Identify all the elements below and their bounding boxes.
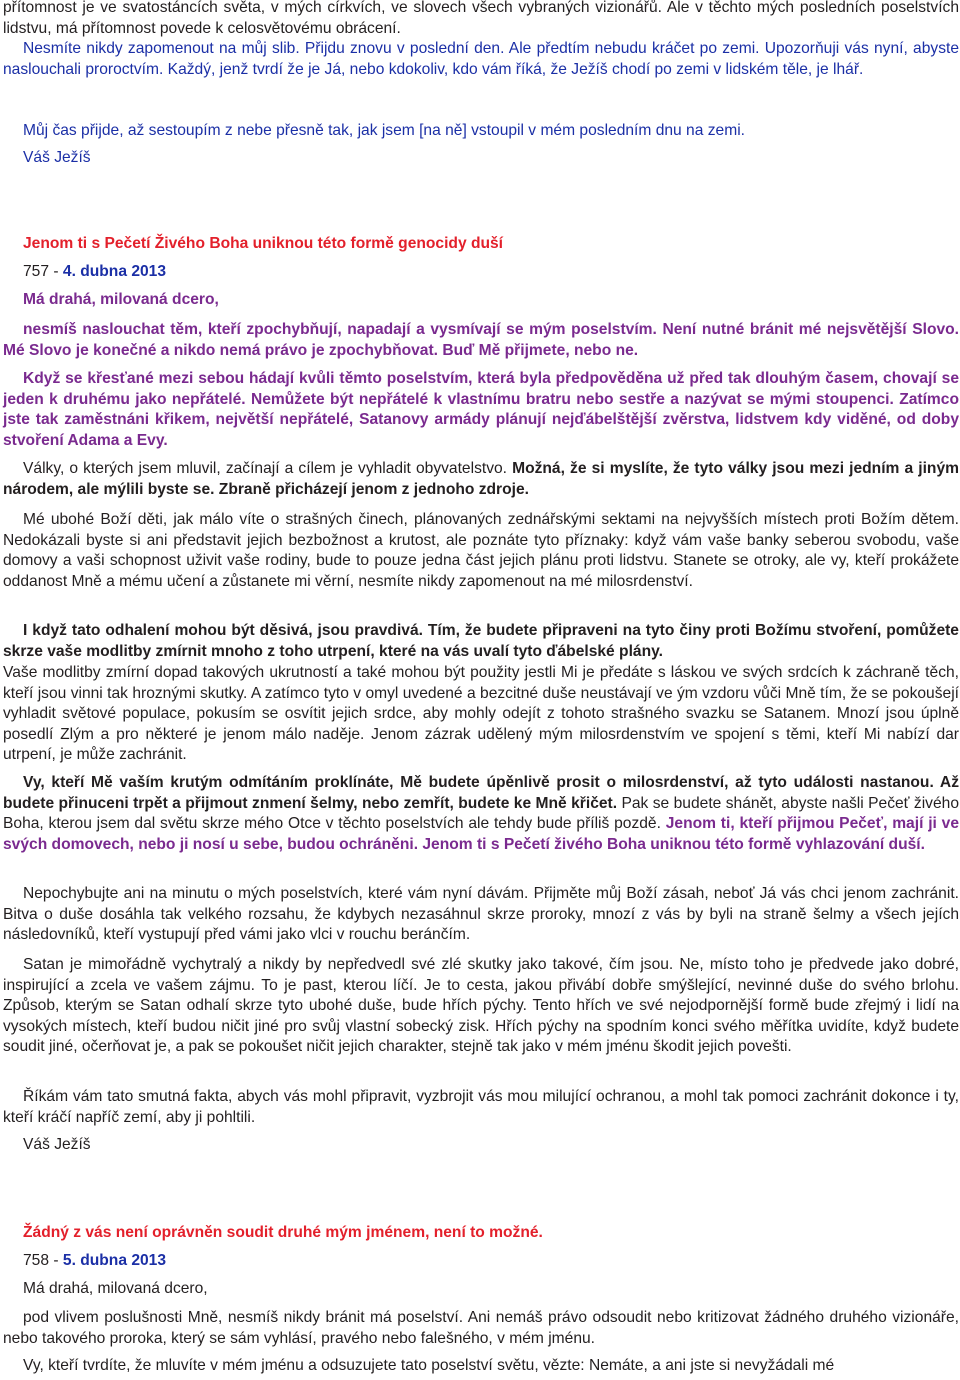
paragraph-emphasis: Možná, že si myslíte, že tyto války jsou mezi jedním a jiným národem, ale mýlili byste se. Zbraně přicházejí jenom z jednoho zdroje.	[3, 460, 959, 498]
paragraph: nesmíš naslouchat těm, kteří zpochybňují, napadají a vysmívají se mým poselstvím. Není nutné bránit mé nejsvětější Slovo. Mé Slovo je konečné a nikdo nemá právo je zpochybňovat. Buď Mě přijmete, nebo ne.	[3, 321, 959, 359]
paragraph: Mé ubohé Boží děti, jak málo víte o strašných činech, plánovaných zednářskými sektami na nejvyšších místech proti Božím dětem. Nedokázali byste si ani představit jejich bezbožnost a krutost, ale poznáte tyto příznaky: když vám vaše banky seberou svobodu, vaše domovy a vaši schopnost uživit vaše rodiny, bude to pouze jedna část jejich plánu proti lidstvu. Stanete se otroky, ale vy, kteří prokážete oddanost Mně a mému učení a zůstanete mi věrní, nesmíte nikdy zapomenout na mé milosrdenství.	[3, 511, 959, 590]
signature: Váš Ježíš	[23, 1136, 91, 1153]
paragraph-highlight: Jenom ti, kteří přijmou Pečeť, mají ji ve svých domovech, nebo ji nosí u sebe, budou ochráněni. Jenom ti s Pečetí živého Boha uniknou této formě vyhlazování duší.	[3, 815, 960, 853]
paragraph: přítomnost je ve svatostáncích světa, v mých církvích, ve slovech všech vybraných vizionářů. Ale v těchto mých posledních poselstvích lidstvu, má přítomnost povede k celosvětovému obrácení.	[3, 0, 959, 37]
paragraph	[3, 459, 959, 500]
message-date: 4. dubna 2013	[62, 263, 167, 280]
paragraph: pod vlivem poslušnosti Mně, nesmíš nikdy bránit má poselství. Ani nemáš právo odsoudit nebo kritizovat žádného druhého vizionáře, nebo takového proroka, který se sám vyhlásí, pravého nebo falešného, v mém jménu.	[3, 1309, 959, 1347]
message-title: Jenom ti s Pečetí Živého Boha uniknou této formě genocidy duší	[23, 235, 504, 252]
paragraph-emphasis: I když tato odhalení mohou být děsivá, jsou pravdivá. Tím, že budete připraveni na tyto činy proti Božímu stvoření, pomůžete skrze vaše modlitby zmírnit mnoho z toho utrpení, které na vás uvalí tyto ďábelské plány.	[3, 622, 959, 660]
paragraph: Můj čas přijde, až sestoupím z nebe přesně tak, jak jsem [na ně] vstoupil v mém posledním dnu na zemi.	[23, 122, 745, 139]
paragraph: Nepochybujte ani na minutu o mých poselstvích, které vám nyní dávám. Přijměte můj Boží zásah, neboť Já vás chci jenom zachránit. Bitva o duše dosáhla tak velkého rozsahu, že kdybych nezasáhnul skrze proroky, mnozí z vás by byli na straně šelmy a všech jejích následovníků, kteří vystupují před vámi jako vlci v rouchu beránčím.	[3, 885, 959, 943]
paragraph: Když se křesťané mezi sebou hádají kvůli těmto poselstvím, která byla předpověděna už před tak dlouhým časem, chovají se jeden k druhému jako nepřátelé. Nemůžete být nepřátelé k vlastnímu bratru nebo sestře a nazývat se mými stoupenci. Zatímco jste tak zaměstnáni křikem, největší nepřátelé, Satanovy armády plánují nejďábelštější zvěrstva, lidstvem kdy viděné, od doby stvoření Adama a Evy.	[3, 370, 959, 449]
greeting: Má drahá, milovaná dcero,	[23, 1280, 208, 1297]
message-number-date	[3, 1251, 959, 1272]
signature: Váš Ježíš	[23, 149, 91, 166]
paragraph: Vy, kteří tvrdíte, že mluvíte v mém jménu a odsuzujete tato poselství světu, vězte: Nemáte, a ani jste si nevyžádali mé	[23, 1357, 835, 1374]
paragraph-text: Pak se budete shánět, abyste našli Pečeť živého Boha, kterou jsem dal světu skrze mého Otce v těchto poselstvích ale tehdy bude příliš pozdě.	[3, 794, 959, 832]
paragraph: Nesmíte nikdy zapomenout na můj slib. Přijdu znovu v poslední den. Ale předtím nebudu kráčet po zemi. Upozorňuji vás nyní, abyste naslouchali proroctvím. Každý, jenž tvrdí že je Já, nebo kdokoliv, kdo vám říká, že Ježíš chodí po zemi v lidském těle, je lhář.	[3, 40, 959, 78]
paragraph	[3, 773, 959, 855]
message-title: Žádný z vás není oprávněn soudit druhé mým jménem, není to možné.	[23, 1224, 543, 1241]
message-date: 5. dubna 2013	[62, 1252, 167, 1269]
paragraph-lead: Války, o kterých jsem mluvil, začínají a cílem je vyhladit obyvatelstvo.	[23, 460, 513, 477]
paragraph: Říkám vám tato smutná fakta, abych vás mohl připravit, vyzbrojit vás mou milující ochranou, a mohl tak pomoci zachránit dokonce i ty, kteří kráčí napříč zemí, aby ji pohltili.	[3, 1088, 959, 1126]
message-number-date	[3, 262, 959, 283]
paragraph-emphasis: Vy, kteří Mě vaším krutým odmítáním proklínáte, Mě budete úpěnlivě prosit o milosrdenství, až tyto události nastanou. Až budete přinuceni trpět a přijmout znmení šelmy, nebo zemřít, budete ke Mně křičet.	[3, 774, 959, 812]
greeting: Má drahá, milovaná dcero,	[23, 291, 219, 308]
message-number: 757 -	[23, 263, 63, 280]
paragraph: Vaše modlitby zmírní dopad takových ukrutností a také mohou být použity jestli Mi je předáte s láskou ve svých srdcích k záchraně těch, kteří jsou vinni tak hroznými skutky. A zatímco tyto v omyl uvedené a bezcitné duše neustávají ve ým vzdoru vůči Mně tím, že se pokoušejí vyhladit světové populace, pokusím se osvítit jejich srdce, aby mohly odejít z tohoto strašného svazku se Satanem. Mnozí jsou úplně posedlí Zlým a pro některé je jenom málo naděje. Jenom zázrak udělený mým milosrdenstvím ve spojení s těmi, kteří Mi nabízí dar utrpení, je může zachránit.	[3, 664, 959, 763]
paragraph: Satan je mimořádně vychytralý a nikdy by nepředvedl své zlé skutky jako takové, čím jsou. Ne, místo toho je předvede jako dobré, inspirující a zcela ve vašem zájmu. To je past, kterou líčí. Je to cesta, jakou přivábí dobře smýšlející, nevinné duše do svého brlohu. Způsob, kterým se Satan odhalí skrze tyto ubohé duše, bude hřích pýchy. Tento hřích ve své nejodpornější formě bude zřejmý i lidí na vysokých místech, kteří budou ničit jiné pro svůj vlastní sobecký zisk. Hřích pýchy na spodním konci svého měřítka uvidíte, když budete soudit jiné, očerňovat je, a pak se pokoušet ničit jejich charakter, stejně tak jako v mém jménu škodit jejich povešti.	[3, 956, 959, 1055]
message-number: 758 -	[23, 1252, 63, 1269]
